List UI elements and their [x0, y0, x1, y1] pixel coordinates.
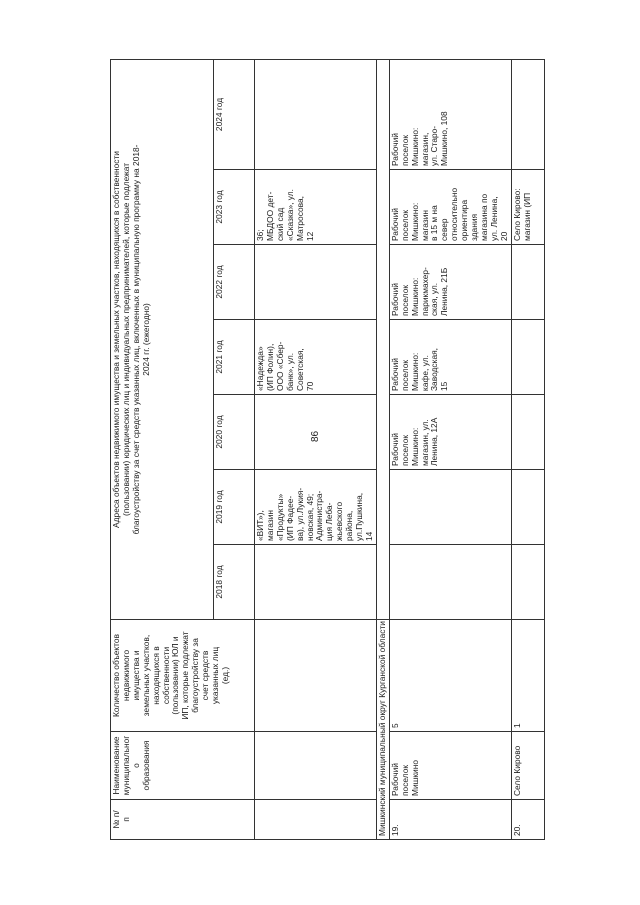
row-year-2018: [389, 545, 511, 620]
row-year-2021: Рабочий поселок Мишкино: кафе, ул. Заводская, 15: [389, 320, 511, 395]
row-count: 1: [511, 620, 544, 732]
header-num: № п/ п: [111, 800, 255, 840]
table-row: [255, 59, 377, 839]
row-num: 20.: [511, 800, 544, 840]
row-num: 19.: [389, 800, 511, 840]
table-cell: [255, 395, 377, 470]
table-cell: [255, 732, 377, 800]
row-year-2020: Рабочий поселок Мишкино: магазин, ул. Ленина, 12А: [389, 395, 511, 470]
rotated-table-container: [110, 60, 635, 840]
header-year-2020: 2020 год: [214, 395, 255, 470]
table-cell: [255, 620, 377, 732]
table-cell: 36; МБДОО дет- ский сад «Сказка», ул. Матросова, 12: [255, 170, 377, 245]
header-municipality: Наименование муниципального образования: [111, 732, 255, 800]
header-year-2019: 2019 год: [214, 470, 255, 545]
row-year-2024: Рабочий поселок Мишкино: магазин, ул. Старо- Мишкино, 108: [389, 59, 511, 169]
objects-table: [110, 59, 545, 840]
row-year-2019: [511, 470, 544, 545]
table-cell: [255, 245, 377, 320]
table-row: [511, 59, 544, 839]
region-row: [376, 59, 389, 839]
row-year-2021: [511, 320, 544, 395]
table-cell: [376, 59, 389, 619]
header-addresses: Адреса объектов недвижимого имущества и земельных участков, находящихся в собственности (пользовании) юридических лиц и индивидуальных предпринимателей, которые подлежат благоустройству за счет средств указанных лиц, включенных в муниципальную программу на 2018- 2024 гг. (ежегодно): [111, 59, 214, 619]
header-object-count: Количество объектов недвижимого имущества и земельных участков, находящихся в собственности (пользовании) ЮЛ и ИП, которые подлежат благоустройству за счет средств указанных лиц (ед.): [111, 620, 255, 732]
row-year-2023: Село Кирово: магазин (ИП: [511, 170, 544, 245]
header-year-2021: 2021 год: [214, 320, 255, 395]
row-year-2022: [511, 245, 544, 320]
table-cell: [255, 545, 377, 620]
table-cell: «Надежда» (ИП Фолин), ООО «Сбер- банк», ул. Советская, 70: [255, 320, 377, 395]
row-year-2022: Рабочий поселок Мишкино: парикмахер- ская, ул. Ленина, 21Б: [389, 245, 511, 320]
table-cell: [255, 59, 377, 169]
table-cell: [255, 800, 377, 840]
header-year-2022: 2022 год: [214, 245, 255, 320]
page-number: 86: [310, 430, 321, 442]
row-year-2019: [389, 470, 511, 545]
header-year-2023: 2023 год: [214, 170, 255, 245]
row-count: 5: [389, 620, 511, 732]
table-cell: «ВИТ»), магазин «Продукты» (ИП Фадее- ва), ул.Лукия- новская, 49; Администра- ция Леба- жьевского района, ул.Пушкина, 14: [255, 470, 377, 545]
row-year-2020: [511, 395, 544, 470]
header-year-2024: 2024 год: [214, 59, 255, 169]
row-year-2023: Рабочий поселок Мишкино: магазин в 15 м на север относительно ориентира здания магазина по ул. Ленина, 20: [389, 170, 511, 245]
row-year-2024: [511, 59, 544, 169]
header-year-2018: 2018 год: [214, 545, 255, 620]
region-label: Мишкинский муниципальный округ Курганской области: [376, 620, 389, 840]
row-municipality: Рабочий поселок Мишкино: [389, 732, 511, 800]
table-row: [389, 59, 511, 839]
row-year-2018: [511, 545, 544, 620]
row-municipality: Село Кирово: [511, 732, 544, 800]
